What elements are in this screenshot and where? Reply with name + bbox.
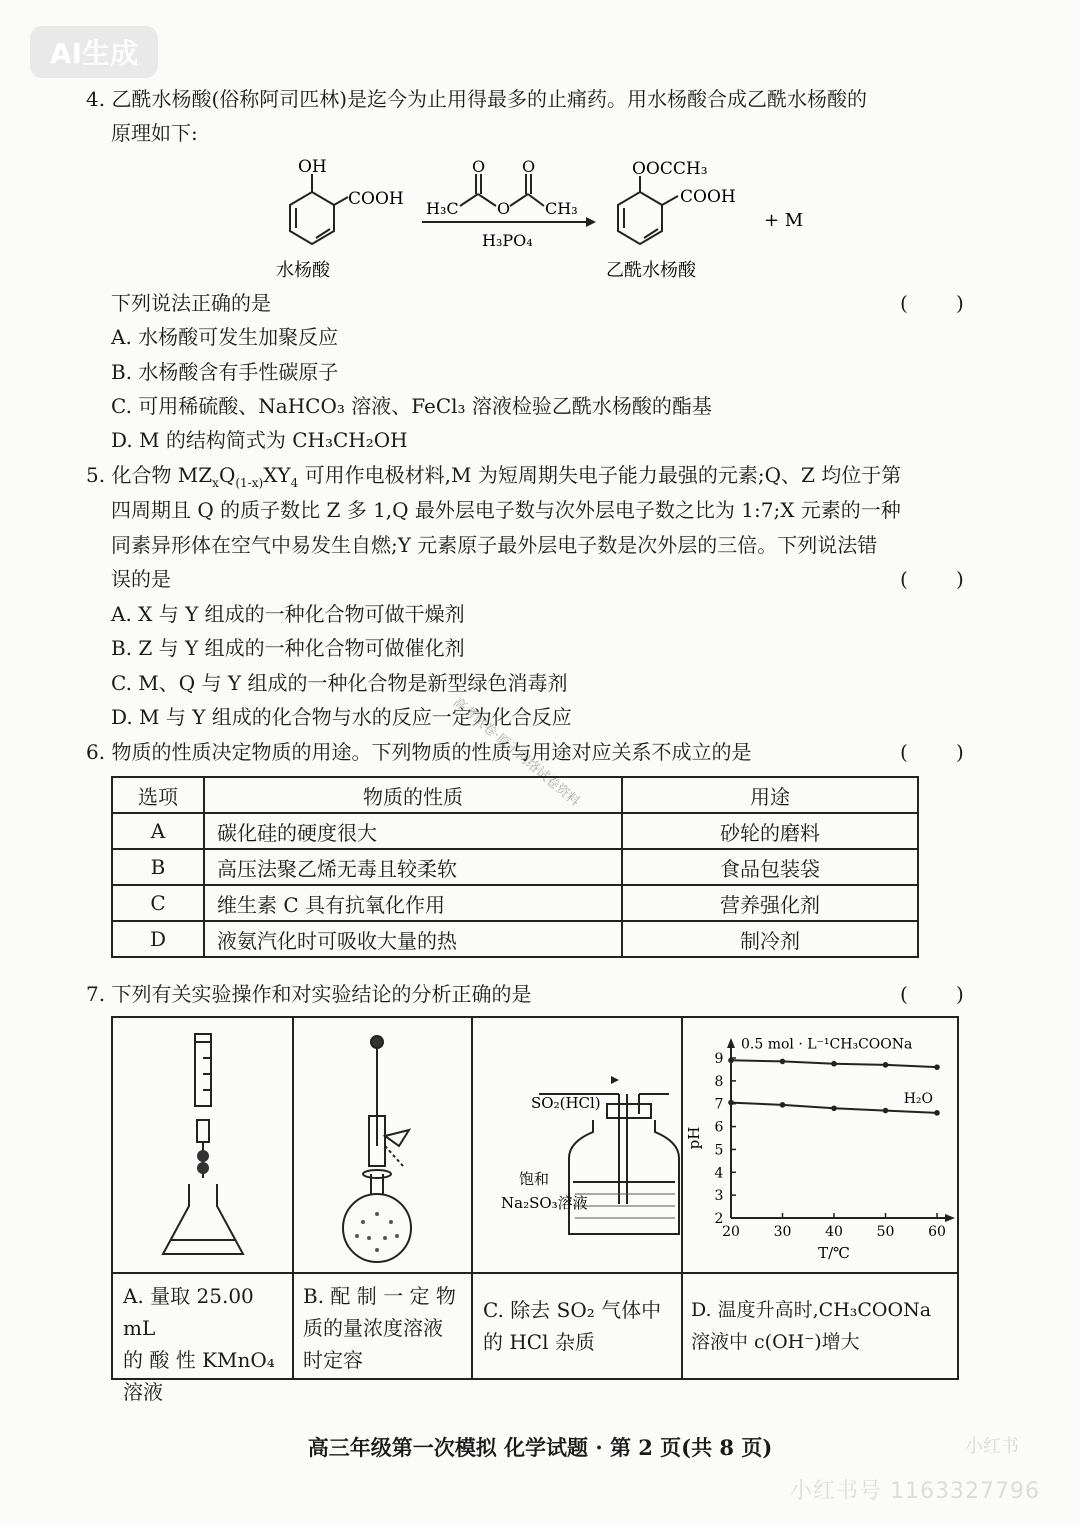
q5-option-d: D. M 与 Y 组成的化合物与水的反应一定为化合反应 [111,705,572,729]
q5-line1: 5. 化合物 $MZ_xQ_{(1-x)}XY_4$ 可用作电极材料,M 为短周期失电子能力最强的元素;Q、Z 均位于第 [86,463,902,490]
x-tick-label: 50 [876,1224,895,1240]
y-tick-label: 3 [714,1188,724,1205]
row-use: 营养强化剂 [622,885,918,921]
row-property: 高压法聚乙烯无毒且较柔软 [204,849,622,885]
x-axis-arrow [945,1214,955,1222]
series-point-1 [780,1059,786,1065]
q7-stem: 7. 下列有关实验操作和对实验结论的分析正确的是 [86,982,532,1006]
y-tick-label: 7 [714,1096,724,1113]
experiment-grid [111,1016,959,1404]
series-point-1 [831,1061,837,1067]
q5-answer-open: ( [900,567,908,591]
carbonyl-o-left: O [472,157,486,176]
anhydride-left: H₃C [426,199,459,218]
x-tick-label: 60 [928,1224,946,1240]
q4-line2: 原理如下: [111,121,198,145]
series-point-2 [934,1110,940,1116]
q4-answer-open: ( [900,291,908,315]
product-cooh: COOH [680,187,736,207]
salicylic-acid-structure [290,174,348,244]
product-ester: OOCCH₃ [632,159,708,179]
x-axis-label: T/℃ [818,1244,850,1262]
series-point-2 [831,1105,837,1111]
x-tick-label: 40 [825,1224,843,1240]
q4-option-c: C. 可用稀硫酸、NaHCO₃ 溶液、FeCl₃ 溶液检验乙酰水杨酸的酯基 [111,394,712,418]
q6-answer-open: ( [900,740,908,764]
table-row [112,849,918,885]
solution-label-1: 饱和 [519,1170,550,1188]
table-row [112,813,918,849]
q7-answer-open: ( [900,982,908,1006]
xiaohongshu-id-watermark: 小红书号 1163327796 [790,1479,1040,1504]
aspirin-structure [618,176,678,244]
anhydride-o: O [497,199,511,218]
reaction-scheme [260,150,840,286]
catalyst-label: H₃PO₄ [482,231,533,250]
x-tick-label: 30 [773,1224,792,1240]
header-use: 用途 [622,777,918,813]
table-row [112,885,918,921]
anhydride-right: CH₃ [545,199,578,218]
carbonyl-o-right: O [522,157,536,176]
q4-answer-close: ) [956,291,964,315]
reactant-cooh: COOH [348,189,404,209]
series-point-1 [934,1064,940,1070]
page-footer: 高三年级第一次模拟 化学试题 · 第 2 页(共 8 页) [307,1435,773,1460]
xiaohongshu-watermark: 小红书 [965,1436,1019,1457]
diagonal-watermark: 高考试卷·原子网络试卷资料 [449,695,583,810]
row-use: 砂轮的磨料 [622,813,918,849]
ph-temperature-chart [687,1030,957,1268]
table-row [112,921,918,957]
header-property: 物质的性质 [204,777,622,813]
reaction-arrow [422,217,596,227]
y-tick-label: 9 [714,1051,724,1067]
q5-option-c: C. M、Q 与 Y 组成的一种化合物是新型绿色消毒剂 [111,671,568,695]
q5-line4: 误的是 [111,567,171,591]
series-point-1 [883,1062,889,1068]
q4-option-d: D. M 的结构简式为 CH₃CH₂OH [111,428,408,452]
caption-d: D. 温度升高时,CH₃COONa 溶液中 c(OH⁻)增大 [691,1299,932,1353]
row-option: B [112,849,204,885]
y-tick-label: 6 [714,1119,724,1136]
x-tick-label: 20 [722,1224,740,1240]
q4-option-a: A. 水杨酸可发生加聚反应 [111,325,339,349]
row-property: 液氨汽化时可吸收大量的热 [204,921,622,957]
row-property: 维生素 C 具有抗氧化作用 [204,885,622,921]
ai-generated-badge: AI生成 [30,26,158,78]
q5-line3: 同素异形体在空气中易发生自燃;Y 元素原子最外层电子数是次外层的三倍。下列说法错 [111,533,878,557]
volumetric-flask-diagram [333,1026,443,1266]
series-label-1: 0.5 mol · L⁻¹CH₃COONa [741,1036,913,1053]
caption-c: C. 除去 SO₂ 气体中 的 HCl 杂质 [483,1298,662,1354]
y-axis-arrow [727,1038,735,1048]
q5-option-a: A. X 与 Y 组成的一种化合物可做干燥剂 [111,602,465,626]
y-tick-label: 5 [714,1142,724,1159]
q6-stem: 6. 物质的性质决定物质的用途。下列物质的性质与用途对应关系不成立的是 [86,740,752,764]
q6-answer-close: ) [956,740,964,764]
caption-b: B. 配 制 一 定 物 质的量浓度溶液 时定容 [303,1284,456,1372]
series-point-2 [883,1108,889,1114]
y-tick-label: 2 [714,1211,724,1227]
q7-answer-close: ) [956,982,964,1006]
reactant-oh: OH [298,157,327,177]
row-use: 食品包装袋 [622,849,918,885]
q4-line1: 4. 乙酰水杨酸(俗称阿司匹林)是迄今为止用得最多的止痛药。用水杨酸合成乙酰水杨酸的 [86,87,868,111]
header-option: 选项 [112,777,204,813]
row-option: A [112,813,204,849]
series-point-2 [728,1100,734,1106]
caption-a: A. 量取 25.00 mL 的 酸 性 KMnO₄ 溶液 [123,1284,275,1404]
y-tick-label: 8 [714,1073,724,1090]
property-use-table [111,776,919,958]
row-property: 碳化硅的硬度很大 [204,813,622,849]
table-header-row [112,777,918,813]
q4-stem: 下列说法正确的是 [111,291,271,315]
series-label-2: H₂O [903,1090,933,1107]
product-name: 乙酰水杨酸 [606,260,696,281]
byproduct-m: + M [764,210,804,231]
burette-flask-diagram [153,1028,263,1268]
row-option: D [112,921,204,957]
series-point-2 [780,1102,786,1108]
y-axis-label: pH [685,1126,703,1150]
q4-option-b: B. 水杨酸含有手性碳原子 [111,360,339,384]
gas-label: SO₂(HCl) [531,1094,601,1112]
q5-option-b: B. Z 与 Y 组成的一种化合物可做催化剂 [111,636,465,660]
row-option: C [112,885,204,921]
gas-washing-bottle-diagram [479,1024,679,1268]
y-tick-label: 4 [714,1165,724,1182]
reactant-name: 水杨酸 [276,260,330,281]
q5-line2: 四周期且 Q 的质子数比 Z 多 1,Q 最外层电子数与次外层电子数之比为 1:7;X 元素的一种 [111,498,901,522]
series-point-1 [728,1057,734,1063]
solution-label-2: Na₂SO₃溶液 [501,1194,588,1212]
q5-answer-close: ) [956,567,964,591]
row-use: 制冷剂 [622,921,918,957]
